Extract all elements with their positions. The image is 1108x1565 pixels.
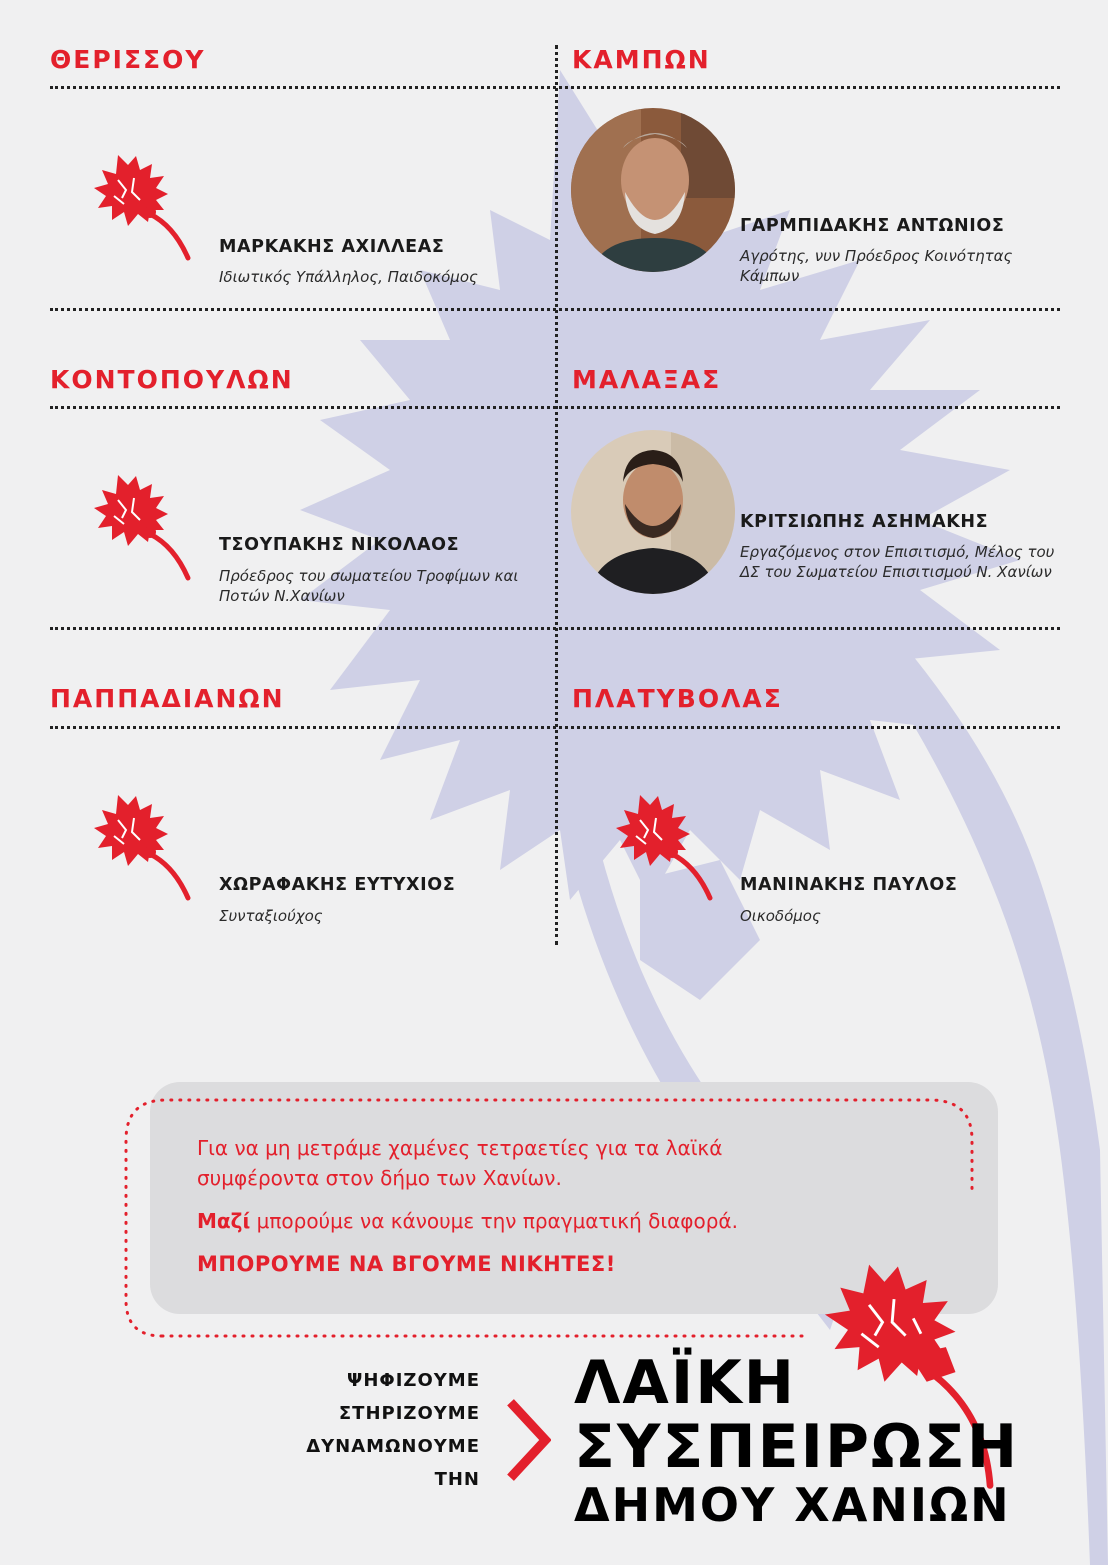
section-title-therissou: ΘΕΡΙΣΣΟΥ: [50, 45, 206, 74]
chevron-right-icon: [505, 1395, 551, 1485]
vote-word: ΤΗΝ: [434, 1469, 480, 1490]
candidate-name: ΚΡΙΤΣΙΩΠΗΣ ΑΣΗΜΑΚΗΣ: [740, 512, 989, 532]
candidate-role: Πρόεδρος του σωματείου Τροφίμων και Ποτών Ν.Χανίων: [219, 567, 519, 605]
vote-word: ΣΤΗΡΙΖΟΥΜΕ: [338, 1403, 480, 1424]
carnation-icon: [78, 790, 198, 910]
candidate-role: Οικοδόμος: [740, 907, 821, 925]
brand-line-1: ΛΑΪΚΗ: [574, 1348, 796, 1418]
portrait-photo: [571, 108, 735, 272]
candidate-role: Ιδιωτικός Υπάλληλος, Παιδοκόμος: [219, 268, 478, 286]
section-title-kampon: ΚΑΜΠΩΝ: [572, 45, 711, 74]
carnation-icon: [78, 470, 198, 590]
candidate-role: Αγρότης, νυν Πρόεδρος Κοινότητας Κάμπων: [740, 247, 1013, 285]
candidate-name: ΤΣΟΥΠΑΚΗΣ ΝΙΚΟΛΑΟΣ: [219, 535, 460, 555]
candidate-role: Συνταξιούχος: [219, 907, 323, 925]
candidate-name: ΓΑΡΜΠΙΔΑΚΗΣ ΑΝΤΩΝΙΟΣ: [740, 216, 1005, 236]
divider-dotted-vertical: [555, 45, 558, 945]
vote-word: ΔΥΝΑΜΩΝΟΥΜΕ: [306, 1436, 480, 1457]
candidate-name: ΧΩΡΑΦΑΚΗΣ ΕΥΤΥΧΙΟΣ: [219, 875, 456, 895]
quote-slogan: ΜΠΟΡΟΥΜΕ ΝΑ ΒΓΟΥΜΕ ΝΙΚΗΤΕΣ!: [197, 1252, 616, 1276]
section-title-kontopoulon: ΚΟΝΤΟΠΟΥΛΩΝ: [50, 365, 294, 394]
carnation-icon: [600, 790, 720, 910]
candidate-name: ΜΑΝΙΝΑΚΗΣ ΠΑΥΛΟΣ: [740, 875, 958, 895]
portrait-photo: [571, 430, 735, 594]
section-title-pappadianon: ΠΑΠΠΑΔΙΑΝΩΝ: [50, 684, 285, 713]
quote-text: Για να μη μετράμε χαμένες τετραετίες για τα λαϊκά: [197, 1136, 723, 1160]
candidate-role: Εργαζόμενος στον Επισιτισμό, Μέλος του ΔΣ του Σωματείου Επισιτισμού Ν. Χανίων: [740, 543, 1055, 581]
brand-line-2: ΣΥΣΠΕΙΡΩΣΗ: [574, 1412, 1020, 1482]
quote-emphasis: Μαζί: [197, 1209, 251, 1233]
quote-text: συμφέροντα στον δήμο των Χανίων.: [197, 1166, 562, 1190]
section-title-platyvolas: ΠΛΑΤΥΒΟΛΑΣ: [572, 684, 783, 713]
brand-line-3: ΔΗΜΟΥ ΧΑΝΙΩΝ: [574, 1478, 1011, 1532]
quote-text-rest: μπορούμε να κάνουμε την πραγματική διαφορά.: [250, 1209, 738, 1233]
vote-word: ΨΗΦΙΖΟΥΜΕ: [347, 1370, 480, 1391]
carnation-icon: [78, 150, 198, 270]
candidate-name: ΜΑΡΚΑΚΗΣ ΑΧΙΛΛΕΑΣ: [219, 237, 445, 257]
quote-text: [197, 1206, 738, 1236]
section-title-malaxas: ΜΑΛΑΞΑΣ: [572, 365, 722, 394]
